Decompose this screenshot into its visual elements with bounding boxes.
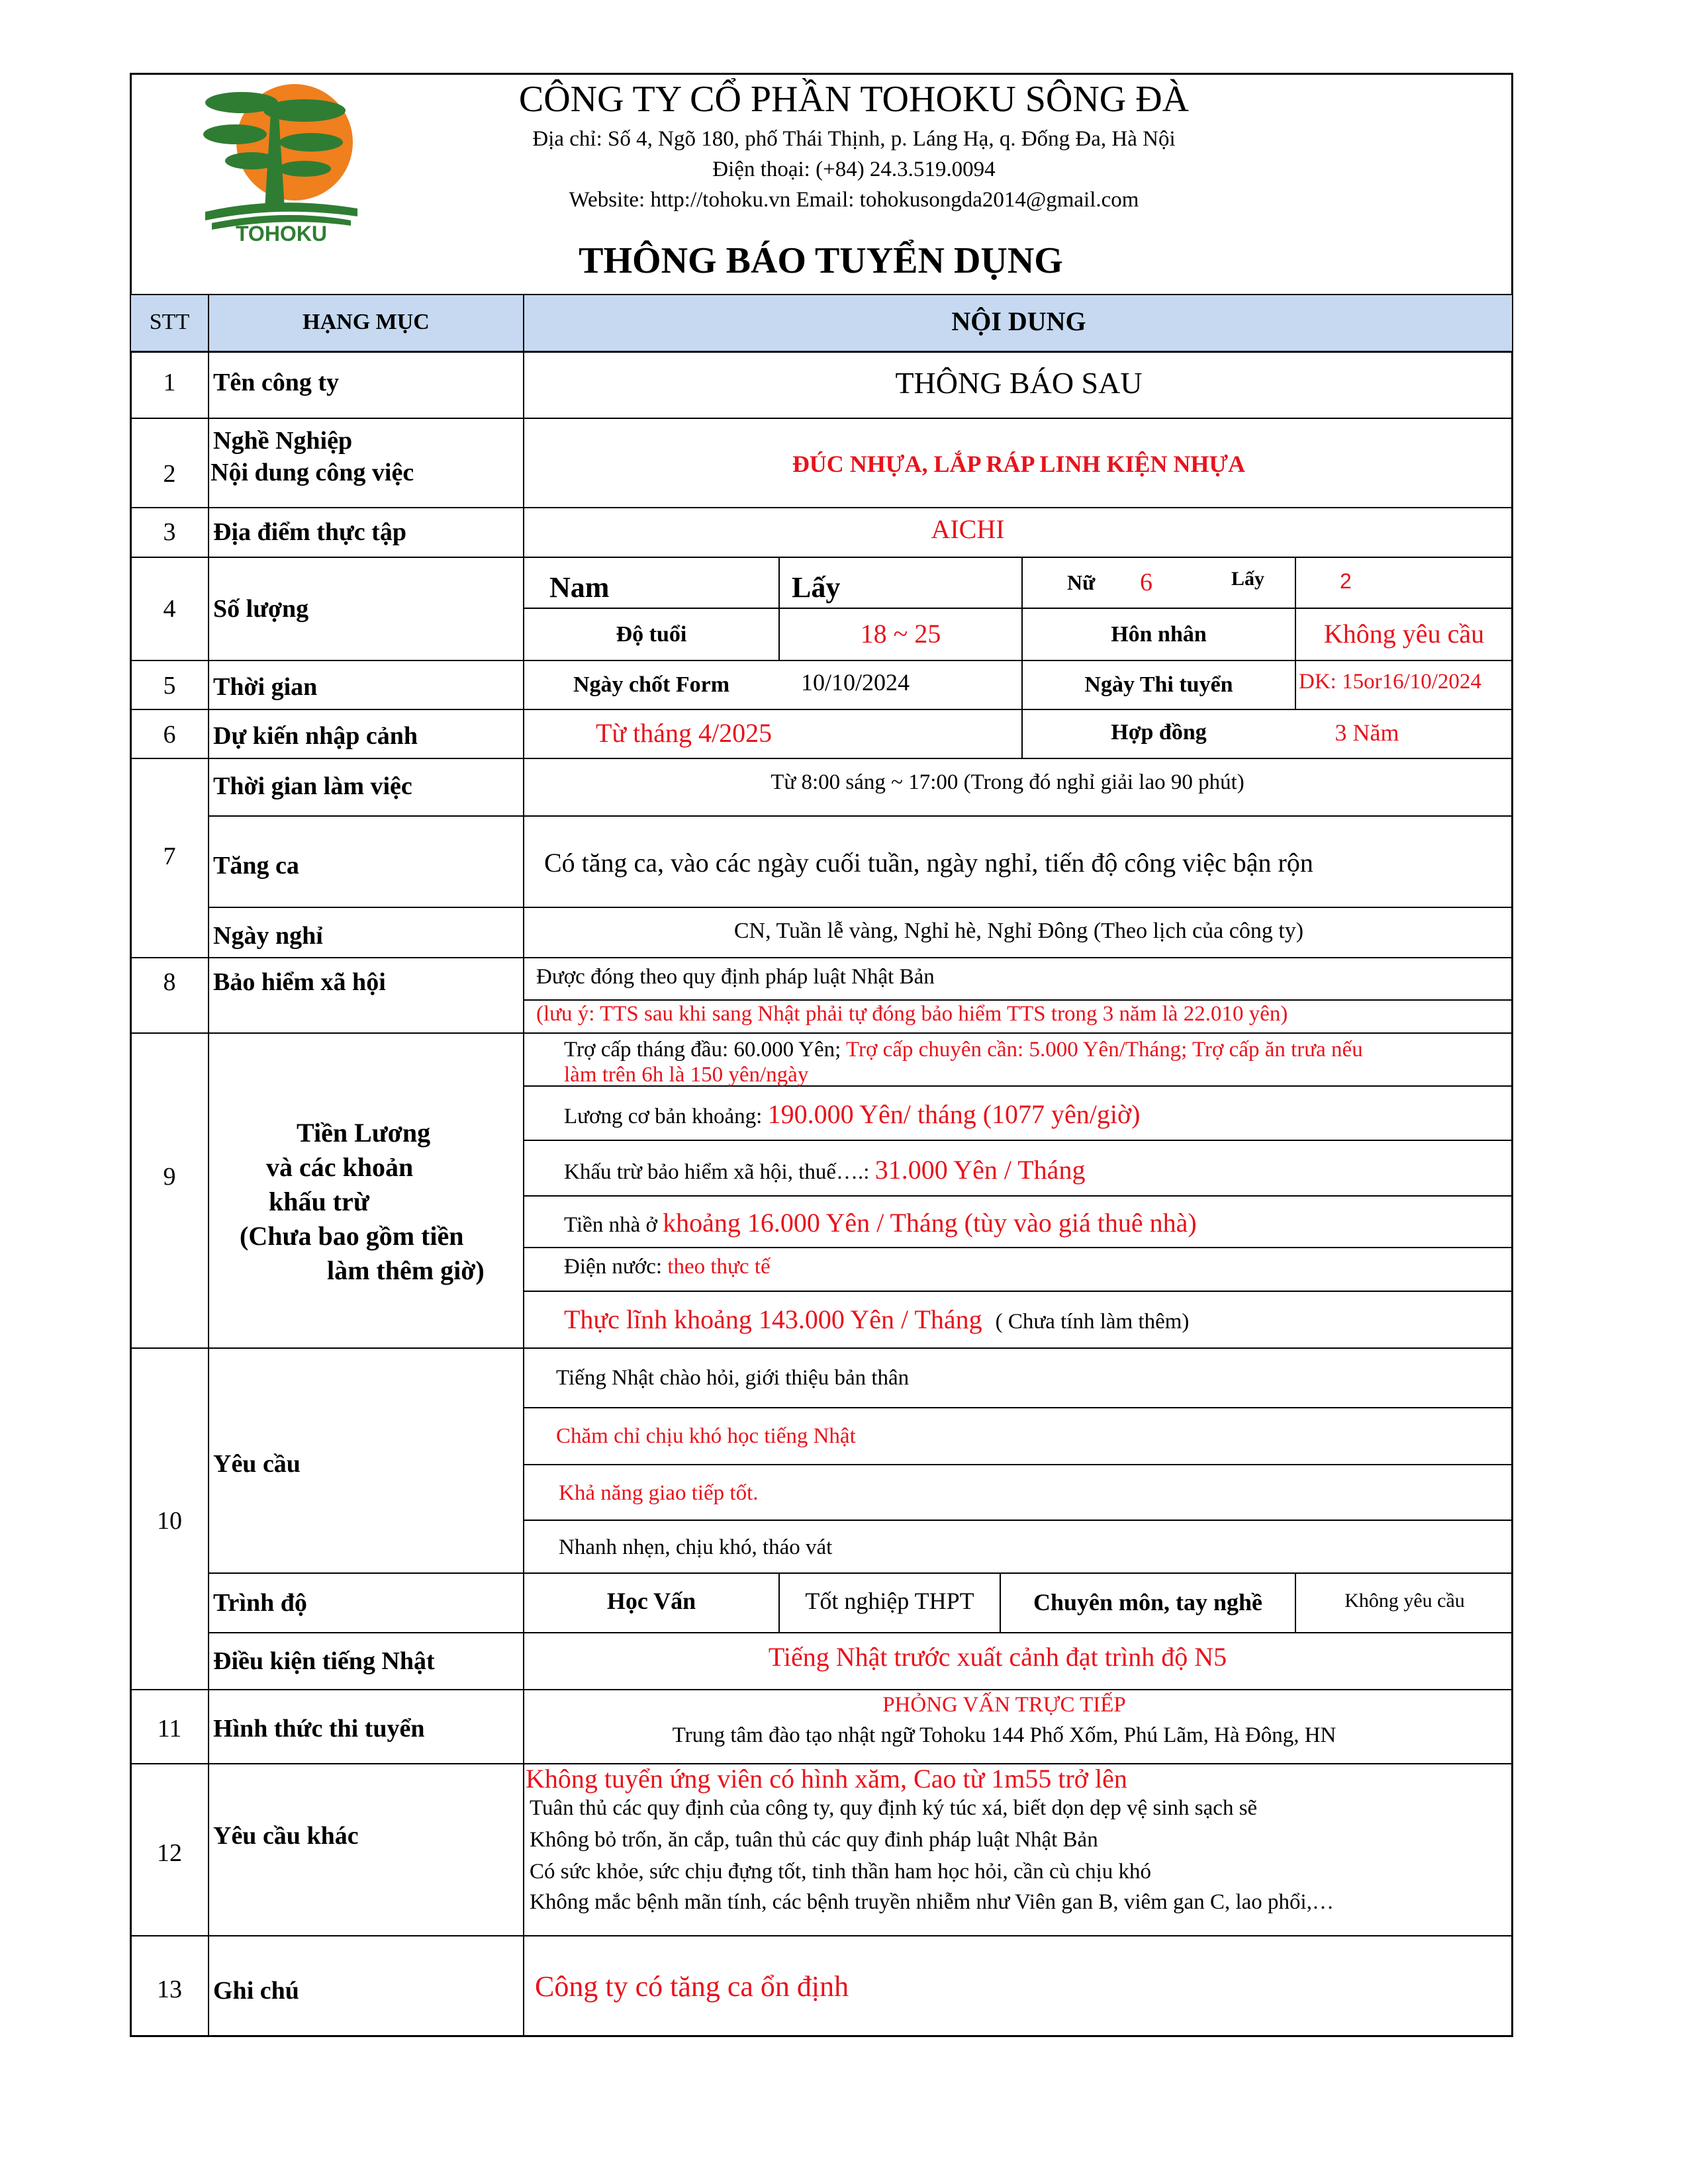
deduction-line bbox=[564, 1154, 1085, 1185]
insurance-line1: Được đóng theo quy định pháp luật Nhật Bản bbox=[536, 965, 935, 989]
category-salary-line1: Tiền Lương bbox=[297, 1118, 431, 1148]
category-notes: Ghi chú bbox=[213, 1977, 299, 2005]
allowance-lunch: làm trên 6h là 150 yên/ngày bbox=[564, 1063, 809, 1087]
other-req-5: Không mắc bệnh mãn tính, các bệnh truyền nhiễm như Viên gan B, viêm gan C, lao phổi,… bbox=[530, 1890, 1334, 1914]
marriage-label: Hôn nhân bbox=[1111, 622, 1207, 647]
category-requirements: Yêu cầu bbox=[213, 1450, 301, 1478]
column-header-category: HẠNG MỤC bbox=[303, 310, 430, 334]
skill-value: Không yêu cầu bbox=[1344, 1590, 1465, 1612]
grid-line bbox=[130, 507, 1513, 508]
category-salary-line4: (Chưa bao gồm tiền bbox=[240, 1221, 464, 1251]
housing-line bbox=[564, 1207, 1197, 1238]
form-deadline-label: Ngày chốt Form bbox=[573, 672, 730, 697]
grid-line bbox=[523, 608, 1513, 609]
age-value: 18 ~ 25 bbox=[860, 619, 941, 649]
row-number: 1 bbox=[163, 369, 176, 396]
female-label: Nữ bbox=[1067, 570, 1096, 594]
location-value: AICHI bbox=[931, 514, 1005, 544]
grid-line bbox=[523, 1247, 1513, 1248]
other-req-4: Có sức khỏe, sức chịu đựng tốt, tinh thần ham học hỏi, cần cù chịu khó bbox=[530, 1860, 1151, 1884]
grid-line bbox=[130, 1347, 1513, 1349]
row-number: 2 bbox=[163, 460, 176, 488]
utilities-line bbox=[564, 1255, 771, 1279]
contract-label: Hợp đồng bbox=[1111, 720, 1207, 745]
category-insurance: Bảo hiểm xã hội bbox=[213, 968, 386, 996]
grid-line bbox=[523, 1195, 1513, 1197]
grid-line bbox=[523, 294, 524, 2037]
deduction-value: 31.000 Yên / Tháng bbox=[874, 1155, 1086, 1185]
overtime-value: Có tăng ca, vào các ngày cuối tuần, ngày nghỉ, tiến độ công việc bận rộn bbox=[544, 848, 1313, 878]
category-exam-format: Hình thức thi tuyển bbox=[213, 1715, 425, 1743]
base-salary-label: Lương cơ bản khoảng: bbox=[564, 1105, 768, 1128]
requirement-4: Nhanh nhẹn, chịu khó, tháo vát bbox=[559, 1535, 833, 1559]
exam-format-line2: Trung tâm đào tạo nhật ngữ Tohoku 144 Phố Xốm, Phú Lãm, Hà Đông, HN bbox=[672, 1723, 1336, 1747]
column-header-content: NỘI DUNG bbox=[951, 306, 1086, 336]
exam-date-value: DK: 15or16/10/2024 bbox=[1299, 670, 1481, 694]
row-number: 7 bbox=[163, 842, 176, 870]
allowance-first-month: Trợ cấp tháng đầu: 60.000 Yên; bbox=[564, 1038, 846, 1062]
category-level: Trình độ bbox=[213, 1589, 307, 1617]
female-take-value: 2 bbox=[1340, 569, 1352, 593]
grid-line bbox=[130, 557, 1513, 558]
row-number: 4 bbox=[163, 595, 176, 623]
grid-line bbox=[130, 660, 1513, 661]
grid-line bbox=[208, 294, 209, 2037]
form-deadline-value: 10/10/2024 bbox=[801, 669, 910, 696]
row-number: 12 bbox=[157, 1839, 182, 1867]
row-number: 11 bbox=[157, 1715, 182, 1743]
company-address: Địa chỉ: Số 4, Ngõ 180, phố Thái Thịnh, p. Láng Hạ, q. Đống Đa, Hà Nội bbox=[532, 127, 1176, 151]
company-logo bbox=[179, 76, 377, 248]
entry-value: Từ tháng 4/2025 bbox=[596, 718, 773, 748]
education-label: Học Vấn bbox=[606, 1588, 696, 1614]
japanese-value: Tiếng Nhật trước xuất cảnh đạt trình độ N5 bbox=[768, 1642, 1227, 1672]
requirement-1: Tiếng Nhật chào hỏi, giới thiệu bản thân bbox=[556, 1366, 910, 1390]
female-take-label: Lấy bbox=[1231, 568, 1265, 590]
male-take-label: Lấy bbox=[792, 571, 841, 604]
exam-date-label: Ngày Thi tuyển bbox=[1084, 672, 1233, 697]
male-label: Nam bbox=[549, 571, 610, 604]
notes-value: Công ty có tăng ca ổn định bbox=[535, 1970, 849, 2003]
net-salary-value: Thực lĩnh khoảng 143.000 Yên / Tháng bbox=[564, 1304, 982, 1334]
category-location: Địa điểm thực tập bbox=[213, 518, 406, 546]
grid-line bbox=[130, 1935, 1513, 1936]
grid-line bbox=[130, 758, 1513, 759]
grid-line bbox=[523, 1140, 1513, 1141]
marriage-value: Không yêu cầu bbox=[1323, 619, 1485, 649]
other-req-1: Không tuyển ứng viên có hình xăm, Cao từ 1m55 trở lên bbox=[526, 1764, 1127, 1794]
company-name-value: THÔNG BÁO SAU bbox=[895, 366, 1143, 400]
category-overtime: Tăng ca bbox=[213, 852, 299, 880]
category-job-content: Nội dung công việc bbox=[211, 459, 414, 486]
category-days-off: Ngày nghỉ bbox=[213, 922, 323, 950]
other-req-2: Tuân thủ các quy định của công ty, quy định ký túc xá, biết dọn dẹp vệ sinh sạch sẽ bbox=[530, 1796, 1258, 1820]
row-number: 9 bbox=[163, 1163, 176, 1191]
net-salary-note: ( Chưa tính làm thêm) bbox=[995, 1310, 1190, 1334]
housing-label: Tiền nhà ở bbox=[564, 1213, 663, 1237]
grid-line bbox=[130, 418, 1513, 419]
base-salary-value: 190.000 Yên/ tháng (1077 yên/giờ) bbox=[767, 1099, 1141, 1129]
grid-line bbox=[130, 1032, 1513, 1034]
grid-line bbox=[208, 1572, 1513, 1574]
company-name: CÔNG TY CỔ PHẦN TOHOKU SÔNG ĐÀ bbox=[518, 79, 1190, 120]
grid-line bbox=[523, 1520, 1513, 1521]
grid-line bbox=[130, 1689, 1513, 1690]
other-req-3: Không bỏ trốn, ăn cắp, tuân thủ các quy đinh pháp luật Nhật Bản bbox=[530, 1828, 1098, 1852]
contract-value: 3 Năm bbox=[1335, 719, 1399, 746]
skill-label: Chuyên môn, tay nghề bbox=[1033, 1589, 1263, 1615]
requirement-3: Khả năng giao tiếp tốt. bbox=[559, 1481, 759, 1505]
company-web-email: Website: http://tohoku.vn Email: tohokusongda2014@gmail.com bbox=[569, 188, 1139, 212]
job-content-value: ĐÚC NHỰA, LẮP RÁP LINH KIỆN NHỰA bbox=[792, 451, 1246, 477]
grid-line bbox=[523, 1407, 1513, 1408]
grid-line bbox=[523, 1464, 1513, 1465]
category-entry: Dự kiến nhập cảnh bbox=[213, 722, 418, 750]
grid-line bbox=[523, 1291, 1513, 1292]
category-time: Thời gian bbox=[213, 673, 318, 701]
requirement-2: Chăm chỉ chịu khó học tiếng Nhật bbox=[556, 1424, 856, 1448]
category-occupation: Nghề Nghiệp bbox=[213, 427, 353, 455]
days-off-value: CN, Tuần lễ vàng, Nghỉ hè, Nghỉ Đông (Theo lịch của công ty) bbox=[733, 919, 1304, 943]
column-header-stt: STT bbox=[149, 310, 190, 334]
company-phone: Điện thoại: (+84) 24.3.519.0094 bbox=[712, 158, 996, 181]
allowance-attendance: Trợ cấp chuyên cần: 5.000 Yên/Tháng; Trợ cấp ăn trưa nếu bbox=[845, 1038, 1363, 1062]
logo-text: TOHOKU bbox=[235, 222, 328, 246]
exam-format-line1: PHỎNG VẤN TRỰC TIẾP bbox=[882, 1693, 1126, 1717]
utilities-label: Điện nước: bbox=[564, 1255, 668, 1279]
category-salary-line2: và các khoản bbox=[266, 1152, 414, 1182]
row-number: 8 bbox=[163, 968, 176, 996]
grid-line bbox=[208, 815, 1513, 817]
housing-value: khoảng 16.000 Yên / Tháng (tùy vào giá thuê nhà) bbox=[663, 1208, 1197, 1238]
row-number: 13 bbox=[157, 1976, 182, 2003]
category-salary-line3: khấu trừ bbox=[269, 1187, 369, 1216]
category-working-hours: Thời gian làm việc bbox=[213, 772, 412, 800]
category-salary-line5: làm thêm giờ) bbox=[327, 1255, 485, 1285]
base-salary-line bbox=[564, 1099, 1140, 1130]
row-number: 6 bbox=[163, 721, 176, 749]
category-other-requirements: Yêu cầu khác bbox=[213, 1822, 359, 1850]
row-number: 3 bbox=[163, 518, 176, 546]
grid-line bbox=[130, 294, 1513, 295]
utilities-value: theo thực tế bbox=[667, 1255, 771, 1279]
grid-line bbox=[130, 957, 1513, 958]
row-number: 5 bbox=[163, 672, 176, 700]
grid-line bbox=[208, 907, 1513, 908]
grid-line bbox=[130, 709, 1513, 710]
age-label: Độ tuổi bbox=[616, 622, 687, 647]
category-quantity: Số lượng bbox=[213, 595, 309, 623]
deduction-label: Khấu trừ bảo hiểm xã hội, thuế….: bbox=[564, 1160, 875, 1184]
allowance-line bbox=[564, 1038, 1363, 1062]
insurance-line2: (lưu ý: TTS sau khi sang Nhật phải tự đóng bảo hiểm TTS trong 3 năm là 22.010 yên) bbox=[536, 1002, 1288, 1026]
category-company-name: Tên công ty bbox=[213, 369, 339, 396]
education-value: Tốt nghiệp THPT bbox=[805, 1588, 974, 1614]
grid-line bbox=[523, 999, 1513, 1001]
female-value: 6 bbox=[1140, 569, 1152, 596]
working-hours-value: Từ 8:00 sáng ~ 17:00 (Trong đó nghỉ giải lao 90 phút) bbox=[771, 770, 1244, 794]
category-japanese: Điều kiện tiếng Nhật bbox=[213, 1647, 435, 1675]
net-salary-line bbox=[564, 1304, 1189, 1335]
grid-line bbox=[130, 351, 1513, 353]
grid-line bbox=[208, 1632, 1513, 1633]
row-number: 10 bbox=[157, 1507, 182, 1535]
page-title: THÔNG BÁO TUYỂN DỤNG bbox=[579, 240, 1063, 281]
